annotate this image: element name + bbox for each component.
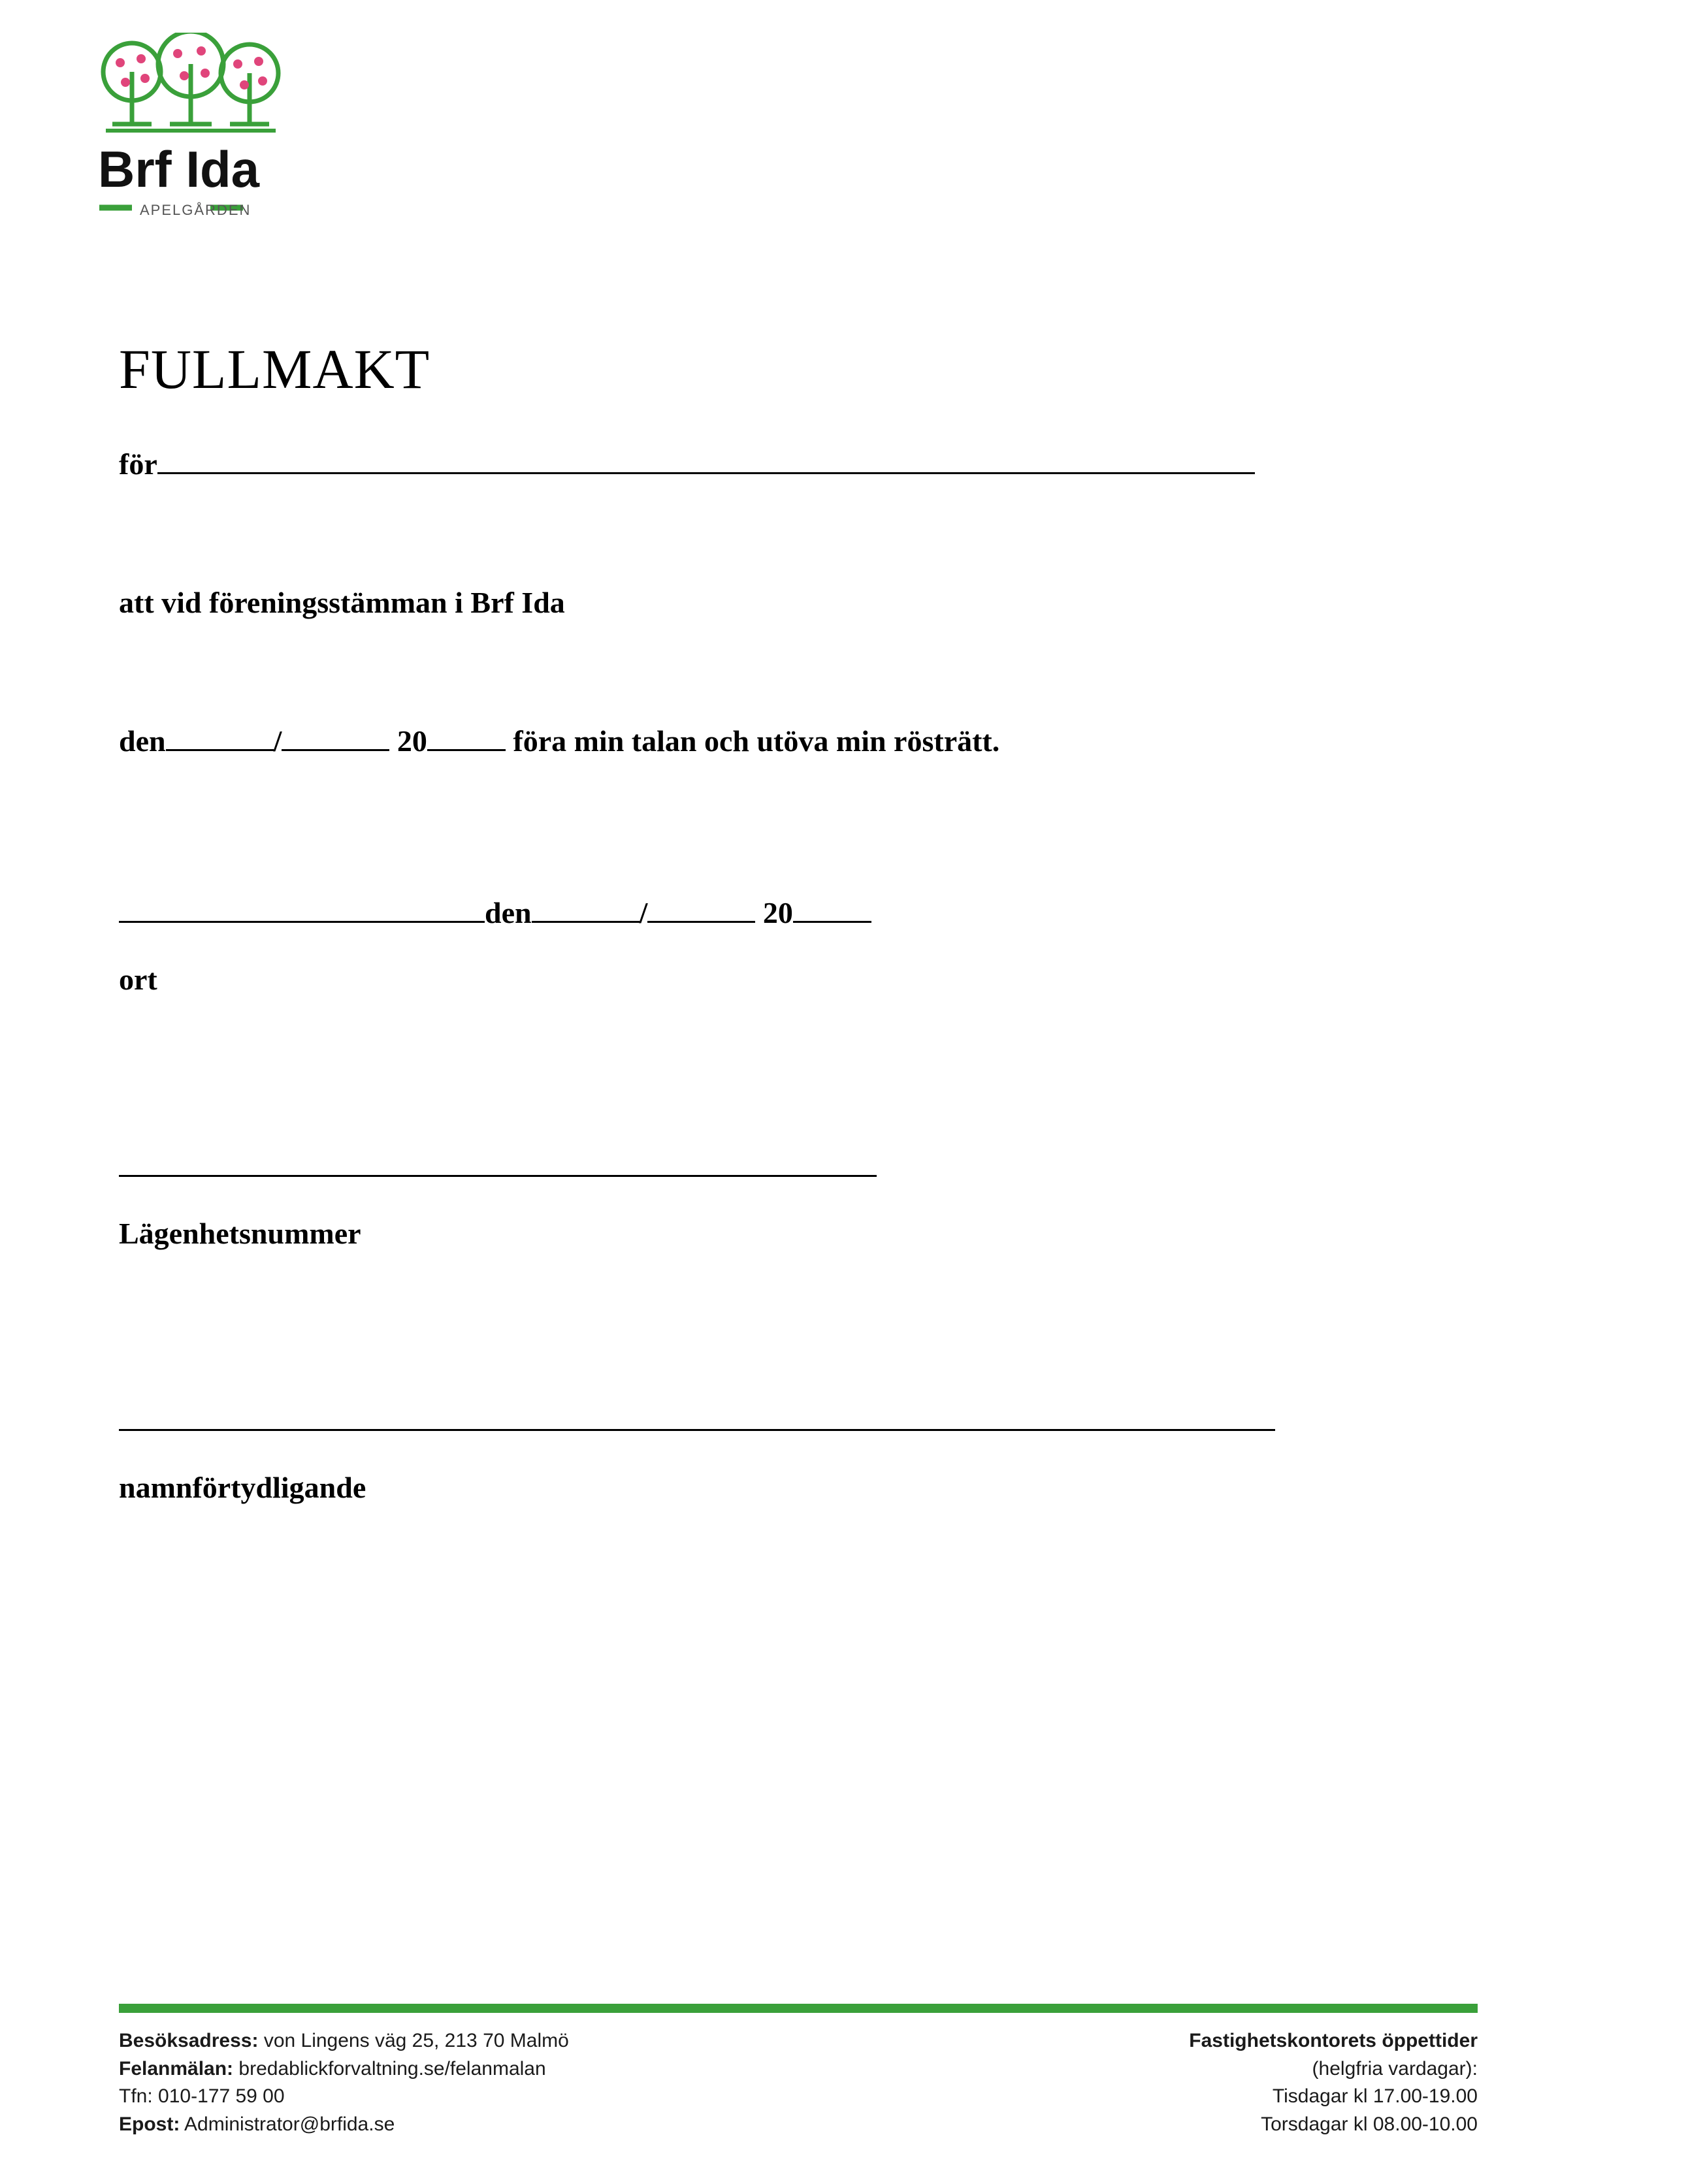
name-blank-field[interactable] (119, 1429, 1275, 1431)
name-label: namnförtydligande (119, 1470, 366, 1504)
footer-divider-bar (119, 2004, 1478, 2013)
brf-ida-logo (86, 33, 361, 255)
footer-line-visitaddress (119, 2027, 968, 2055)
for-line (119, 444, 1478, 485)
footer-label-faultreport: Felanmälan: (119, 2057, 234, 2080)
footer-value-phone: 010-177 59 00 (158, 2085, 285, 2108)
footer-hours-block (890, 2027, 1478, 2138)
tree-icon-group (103, 33, 278, 131)
place-date-separator: / (639, 895, 648, 929)
footer-hours-day-tuesday: Tisdagar (1272, 2085, 1348, 2108)
footer-label-visitaddress: Besöksadress: (119, 2030, 259, 2051)
year-prefix: 20 (397, 724, 427, 758)
footer-hours-day-thursday: Torsdagar (1261, 2113, 1348, 2135)
ort-blank-field[interactable] (119, 921, 485, 923)
name-clarification-line (119, 1401, 1478, 1441)
ort-label: ort (119, 962, 157, 996)
footer-line-email (119, 2111, 968, 2139)
place-year-prefix: 20 (762, 895, 793, 929)
footer-label-phone: Tfn: (119, 2085, 153, 2108)
for-label: för (119, 447, 157, 481)
place-day-blank-field[interactable] (532, 921, 640, 923)
place-year-blank-field[interactable] (793, 921, 871, 923)
footer-hours-time-thursday: kl 08.00-10.00 (1353, 2113, 1478, 2135)
page-title: FULLMAKT (119, 338, 430, 400)
footer-line-phone (119, 2083, 968, 2111)
place-month-blank-field[interactable] (647, 921, 755, 923)
footer-value-visitaddress: von Lingens väg 25, 213 70 Malmö (263, 2030, 569, 2051)
footer-value-faultreport[interactable]: bredablickforvaltning.se/felanmalan (238, 2057, 546, 2080)
statement-line: att vid föreningsstämman i Brf Ida (119, 586, 565, 620)
date-separator: / (273, 724, 282, 758)
apartment-number-line (119, 1147, 1478, 1187)
meeting-date-line (119, 721, 1478, 762)
footer-hours-note: (helgfria vardagar): (1312, 2057, 1478, 2080)
date-line-suffix: föra min talan och utöva min rösträtt. (513, 724, 1000, 758)
footer-hours-row-thursday (890, 2111, 1478, 2139)
apartment-blank-field[interactable] (119, 1175, 877, 1177)
footer-value-email[interactable]: Administrator@brfida.se (184, 2113, 395, 2135)
footer-hours-time-tuesday: kl 17.00-19.00 (1353, 2085, 1478, 2108)
month-blank-field[interactable] (282, 749, 389, 751)
footer-line-faultreport (119, 2055, 968, 2083)
footer-label-email: Epost: (119, 2113, 180, 2135)
place-date-line (119, 893, 1478, 933)
den-label: den (119, 724, 166, 758)
footer-hours-row-tuesday (890, 2083, 1478, 2111)
year-blank-field[interactable] (427, 749, 506, 751)
logo-wordmark: Brf Ida (98, 140, 260, 198)
document-body (119, 340, 1478, 1505)
place-den-label: den (485, 895, 532, 929)
footer-hours-title: Fastighetskontorets öppettider (1189, 2030, 1478, 2051)
footer-contact-block (119, 2027, 968, 2138)
logo-subtitle: APELGÅRDEN (140, 202, 252, 218)
apartment-label: Lägenhetsnummer (119, 1216, 361, 1250)
for-blank-field[interactable] (157, 472, 1255, 474)
day-blank-field[interactable] (166, 749, 274, 751)
